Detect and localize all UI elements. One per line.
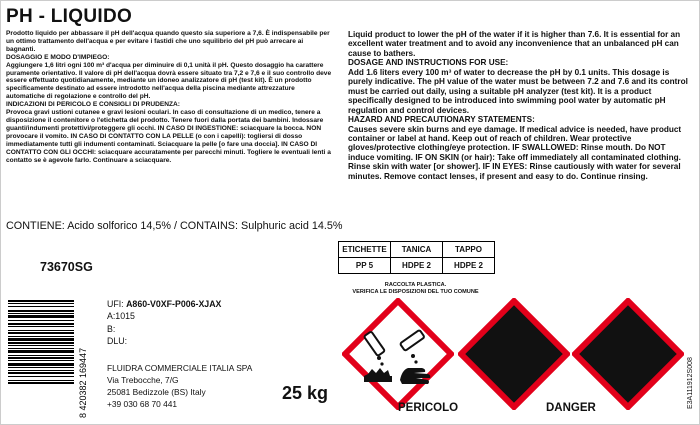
- product-title: PH - LIQUIDO: [6, 6, 133, 27]
- barcode-bar: [8, 345, 74, 346]
- barcode-bar: [8, 300, 74, 302]
- barcode-bar: [8, 320, 74, 321]
- english-hazard-text: Causes severe skin burns and eye damage. If medical advice is needed, have product container or label at hand. Keep out of reach of children. Wear protective gloves/protective clothing/eye protection. IF SWALLOWED: Rinse mouth. Do NOT induce vomiting. IF ON SKIN (or hair): Take off immediately all contaminated clothing. Rinse skin with water [or shower]. IF IN EYES: Rinse cautiously with water for several minutes. Remove contact lenses, if present and easy to do. Continue rinsing.: [348, 124, 682, 181]
- materials-value-tank: HDPE 2: [391, 258, 443, 274]
- english-dosage-heading: DOSAGE AND INSTRUCTIONS FOR USE:: [348, 58, 509, 68]
- company-street: Via Trebocche, 7/G: [107, 375, 179, 385]
- materials-header-cap: TAPPO: [443, 242, 495, 258]
- materials-value-cap: HDPE 2: [443, 258, 495, 274]
- italian-intro: Prodotto liquido per abbassare il pH dell'acqua quando questo sia superiore a 7,6. È indispensabile per un ottimo trattamento dell'acqua e per evitare i fastidi che uno squilibrio del pH può arrecare ai bagnanti.: [6, 30, 330, 53]
- barcode-bar: [8, 360, 74, 361]
- net-weight: 25 kg: [282, 383, 329, 403]
- batch-b: B:: [107, 323, 116, 334]
- identifiers: [107, 298, 221, 348]
- barcode-bar: [8, 323, 74, 325]
- product-code: 73670SG: [40, 260, 93, 274]
- italian-hazard-heading: INDICAZIONI DI PERICOLO E CONSIGLI DI PRUDENZA:: [6, 101, 181, 109]
- vertical-code-text: E3A111912S008: [687, 357, 694, 409]
- recycling-note-line1: RACCOLTA PLASTICA.: [384, 282, 447, 288]
- barcode-bar: [8, 348, 74, 349]
- ufi-label: UFI:: [107, 299, 124, 309]
- materials-value-row: [339, 258, 495, 274]
- barcode-bar: [8, 310, 74, 312]
- corrosion-icon: [342, 298, 454, 410]
- barcode-bar: [8, 355, 74, 356]
- barcode-bar: [8, 372, 74, 374]
- barcode-bar: [8, 315, 74, 318]
- italian-dosage-heading: DOSAGGIO E MODO D'IMPIEGO:: [6, 53, 110, 61]
- english-hazard-heading: HAZARD AND PRECAUTIONARY STATEMENTS:: [348, 115, 535, 125]
- barcode-bar: [8, 313, 74, 314]
- company-name: FLUIDRA COMMERCIALE ITALIA SPA: [107, 363, 253, 373]
- barcode-bar: [8, 306, 74, 307]
- ufi-code: A860-V0XF-P006-XJAX: [126, 299, 222, 309]
- italian-text: [6, 30, 332, 164]
- english-intro: Liquid product to lower the pH of the water if it is higher than 7.6. It is essential for an excellent water treatment and to avoid any inconvenience that an unbalanced pH can cause to bathers.: [348, 30, 681, 58]
- recycling-note: [338, 282, 493, 296]
- materials-header-tank: TANICA: [391, 242, 443, 258]
- barcode-bar: [8, 363, 74, 366]
- materials-value-labels: PP 5: [339, 258, 391, 274]
- barcode-bar: [8, 350, 74, 353]
- company-info: [107, 362, 252, 410]
- materials-table: [338, 241, 495, 274]
- barcode: [6, 298, 88, 420]
- barcode-digits: 8 420382 169447: [78, 347, 88, 418]
- barcode-bar: [8, 338, 74, 341]
- dlu-date: DLU:: [107, 336, 128, 347]
- company-city: 25081 Bedizzole (BS) Italy: [107, 387, 206, 397]
- barcode-bar: [8, 367, 74, 368]
- recycling-note-line2: VERIFICA LE DISPOSIZIONI DEL TUO COMUNE: [352, 289, 479, 295]
- contains-statement: CONTIENE: Acido solforico 14,5% / CONTAINS: Sulphuric acid 14.5%: [6, 220, 343, 232]
- barcode-bar: [8, 357, 74, 359]
- english-dosage-text: Add 1.6 liters every 100 m³ of water to decrease the pH by 0.1 units. This dosage is purely indicative. The pH value of the water must be between 7.2 and 7.6 and its control must be carried out daily, using a suitable pH analyzer (test kit). It is a product specifically designed to be introduced into swimming pool water by automatic pH regulation and control devices.: [348, 67, 688, 115]
- barcode-bar: [8, 326, 74, 327]
- barcode-bar: [8, 342, 74, 344]
- barcode-bar: [8, 330, 74, 331]
- batch-a: A:1015: [107, 311, 135, 322]
- blank-diamond-icon: [458, 298, 570, 410]
- company-phone: +39 030 68 70 441: [107, 399, 178, 409]
- materials-header-labels: ETICHETTE: [339, 242, 391, 258]
- italian-hazard-text: Provoca gravi ustioni cutanee e gravi lesioni oculari. In caso di consultazione di un medico, tenere a disposizione il contenitore o l'etichetta del prodotto. Tenere fuori dalla portata dei bambini. Indossare guanti/indumenti protettivi/proteggere gli occhi. IN CASO DI INGESTIONE: sciacquare la bocca. NON provocare il vomito. IN CASO DI CONTATTO CON LA PELLE (o con i capelli): togliersi di dosso immediatamente tutti gli indumenti contaminati. Sciacquare la pelle [o fare una doccia]. IN CASO DI CONTATTO CON GLI OCCHI: sciacquare accuratamente per parecchi minuti. Togliere le eventuali lenti a contatto se è agevole farlo. Continuare a sciacquare.: [6, 109, 331, 164]
- vertical-code: [684, 305, 694, 409]
- barcode-bar: [8, 336, 74, 337]
- ufi-line: [107, 298, 221, 310]
- italian-dosage-text: Aggiungere 1,6 litri ogni 100 m³ d'acqua per diminuire di 0,1 unità il pH. Questo dosaggio ha carattere puramente orientativo. Il valore di pH dell'acqua dovrà essere situato tra 7,2 e 7,6 e il suo controllo deve essere effettuato quotidianamente, mediante un idoneo analizzatore di pH (test kit). È un prodotto specificamente destinato ad essere introdotto nell'acqua della piscina mediante attrezzature automatiche di regolazione e controllo del pH.: [6, 61, 332, 101]
- barcode-bar: [8, 370, 74, 371]
- signal-word-en: DANGER: [546, 402, 596, 414]
- barcode-bar: [8, 332, 74, 334]
- signal-word-it: PERICOLO: [398, 402, 459, 414]
- materials-header-row: [339, 242, 495, 258]
- barcode-bar: [8, 380, 74, 381]
- english-text: [348, 30, 693, 181]
- barcode-bars: [8, 300, 74, 384]
- blank-diamond-icon: [572, 298, 684, 410]
- barcode-bar: [8, 382, 74, 384]
- barcode-bar: [8, 303, 74, 304]
- barcode-bar: [8, 376, 74, 377]
